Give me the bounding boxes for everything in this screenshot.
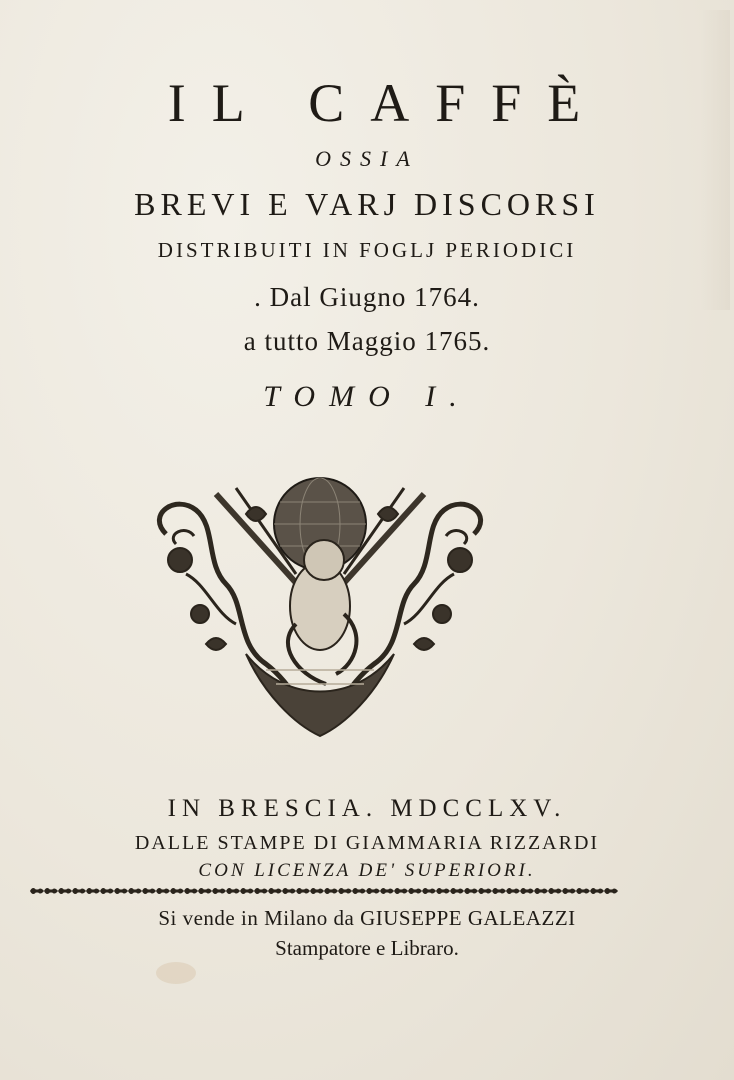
ornament-dot xyxy=(357,889,360,892)
ornament-dot xyxy=(497,889,500,892)
ornament-dot xyxy=(217,889,220,892)
subtitle: BREVI E VARJ DISCORSI xyxy=(134,186,600,222)
cherub-emblem-vignette xyxy=(146,474,494,740)
volume-label: TOMO I. xyxy=(263,380,471,413)
ornament-dot xyxy=(287,889,290,892)
ornament-dot xyxy=(315,889,318,892)
book-title: IL CAFFÈ xyxy=(167,73,607,133)
ornament-dot xyxy=(553,889,556,892)
ornament-dot xyxy=(483,889,486,892)
ornament-dot xyxy=(329,889,332,892)
ossia-line: OSSIA xyxy=(315,146,419,171)
ornament-dot xyxy=(189,889,192,892)
ornament-dot xyxy=(385,889,388,892)
ornament-dot xyxy=(427,889,430,892)
ornament-dot xyxy=(133,889,136,892)
ornament-dot xyxy=(595,889,598,892)
printer-line: DALLE STAMPE DI GIAMMARIA RIZZARDI xyxy=(134,832,600,854)
page-stain xyxy=(156,962,196,984)
place-year: IN BRESCIA. MDCCLXV. xyxy=(167,795,567,822)
ornament-dot xyxy=(567,889,570,892)
ornament-dot xyxy=(91,889,94,892)
seller-role: Stampatore e Libraro. xyxy=(275,936,459,960)
distribution-line: DISTRIBUITI IN FOGLJ PERIODICI xyxy=(157,238,577,262)
ornament-dot xyxy=(399,889,402,892)
ornament-dot xyxy=(609,889,612,892)
ornament-dot xyxy=(49,889,52,892)
date-from: . Dal Giugno 1764. xyxy=(254,282,480,312)
ornament-dot xyxy=(231,889,234,892)
floral-rule xyxy=(30,884,618,898)
ornament-dot xyxy=(413,889,416,892)
ornament-dot xyxy=(525,889,528,892)
ornament-dot xyxy=(259,889,262,892)
ornament-dot xyxy=(175,889,178,892)
ornament-dot xyxy=(301,889,304,892)
ornament-dot xyxy=(203,889,206,892)
ornament-dot xyxy=(581,889,584,892)
ornament-dot xyxy=(511,889,514,892)
ornament-dot xyxy=(539,889,542,892)
ornament-dot xyxy=(469,889,472,892)
license-line: CON LICENZA DE' SUPERIORI. xyxy=(198,860,536,881)
ornament-dot xyxy=(119,889,122,892)
ornament-dot xyxy=(105,889,108,892)
ornament-dot xyxy=(371,889,374,892)
ornament-dot xyxy=(35,889,38,892)
ornament-dot xyxy=(77,889,80,892)
seller-line: Si vende in Milano da GIUSEPPE GALEAZZI xyxy=(158,906,576,930)
ornament-dot xyxy=(245,889,248,892)
date-to: a tutto Maggio 1765. xyxy=(243,326,491,356)
ornament-dot xyxy=(343,889,346,892)
ornament-dot xyxy=(63,889,66,892)
ornament-dot xyxy=(147,889,150,892)
ornament-dot xyxy=(455,889,458,892)
ornament-dot xyxy=(441,889,444,892)
ornament-dot xyxy=(161,889,164,892)
ornament-dot xyxy=(273,889,276,892)
